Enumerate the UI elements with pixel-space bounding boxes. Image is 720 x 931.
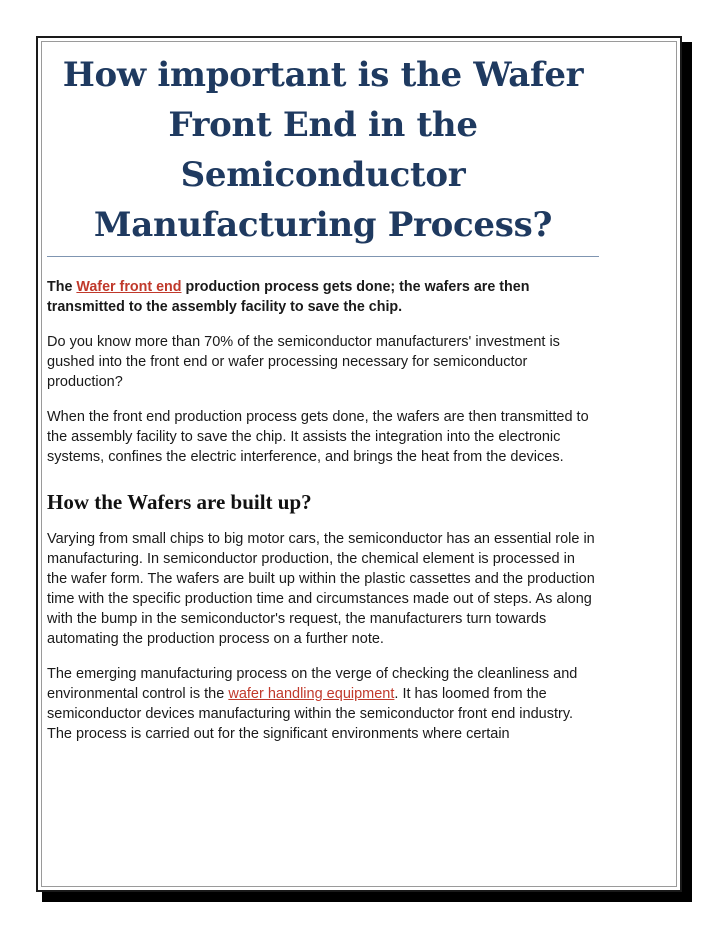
wafer-handling-equipment-link[interactable]: wafer handling equipment bbox=[228, 686, 395, 702]
intro-prefix: The bbox=[47, 279, 77, 295]
document-title: How important is the Wafer Front End in the Semiconductor Manufacturing Process? bbox=[62, 55, 584, 245]
handling-suffix: . It has loomed from the semiconductor devices manufacturing within the semiconductor front end industry. The process is carried out for the significant environments where certain bbox=[47, 686, 574, 742]
handling-prefix: The emerging manufacturing process on the verge of checking the cleanliness and environmental control is the bbox=[47, 666, 578, 702]
wafer-front-end-link[interactable]: Wafer front end bbox=[76, 279, 182, 295]
paragraph-handling bbox=[47, 664, 599, 744]
paragraph-wafers-built: Varying from small chips to big motor cars, the semiconductor has an essential role in manufacturing. In semiconductor production, the chemical element is processed in the wafer form. The wafers are built up within the plastic cassettes and the production time with the specific production time and circumstances made out of steps. As along with the bump in the semiconductor's request, the manufacturers turn towards automating the production process on a further note. bbox=[47, 531, 595, 647]
intro-suffix: production process gets done; the wafers are then transmitted to the assembly facility to save the chip. bbox=[47, 279, 530, 315]
document-content bbox=[47, 50, 599, 744]
paragraph-assembly: When the front end production process gets done, the wafers are then transmitted to the assembly facility to save the chip. It assists the integration into the electronic systems, confines the electric interference, and brings the heat from the devices. bbox=[47, 409, 589, 465]
title-divider bbox=[47, 256, 599, 257]
paragraph-investment: Do you know more than 70% of the semiconductor manufacturers' investment is gushed into the front end or wafer processing necessary for semiconductor production? bbox=[47, 334, 560, 390]
intro-paragraph bbox=[47, 277, 599, 317]
section-heading: How the Wafers are built up? bbox=[47, 490, 312, 514]
